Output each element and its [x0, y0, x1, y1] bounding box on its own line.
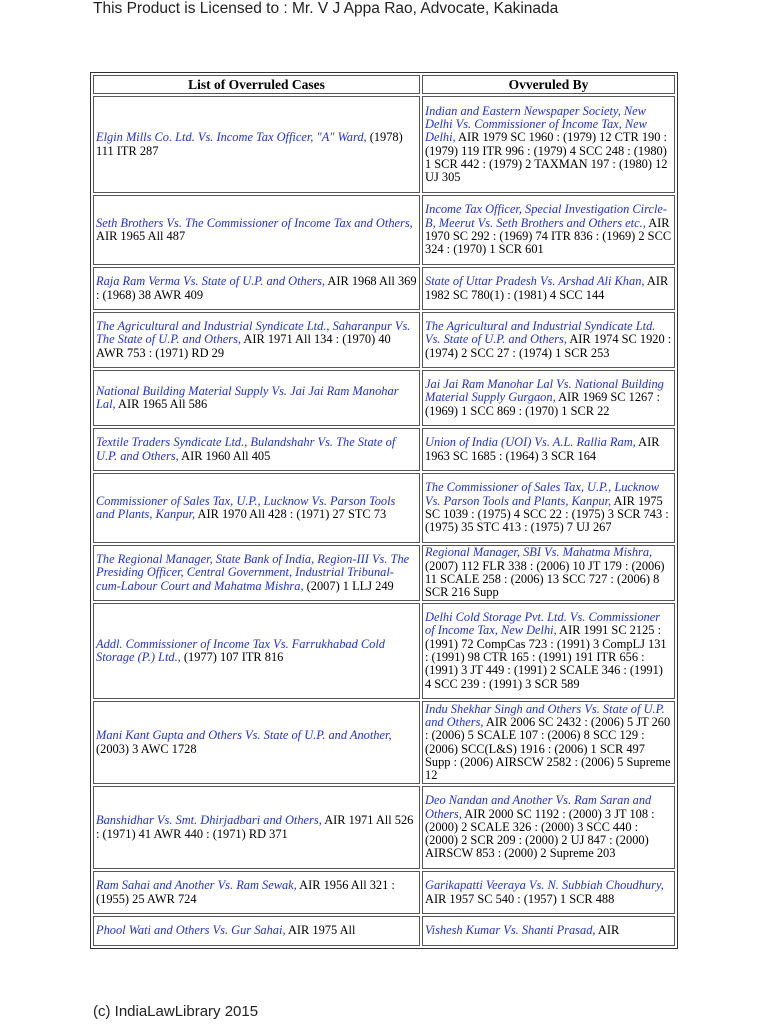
overruled-by-cell — [422, 370, 675, 426]
overruled-by-cell — [422, 871, 675, 914]
table-row — [93, 545, 675, 601]
citation-text: (2007) 112 FLR 338 : (2006) 10 JT 179 : (2006) 11 SCALE 258 : (2006) 13 SCC 727 : (2006) 8 SCR 216 Supp — [425, 558, 665, 600]
overruling-case-link[interactable]: Income Tax Officer, Special Investigation Circle-B, Meerut Vs. Seth Brothers and Others etc., — [425, 202, 668, 230]
overruled-case-cell — [93, 370, 420, 426]
overruled-case-link[interactable]: National Building Material Supply Vs. Jai Jai Ram Manohar Lal, — [96, 383, 399, 411]
citation-text: AIR 1971 All 526 : (1971) 41 AWR 440 : (1971) RD 371 — [96, 813, 414, 841]
overruled-case-link[interactable]: Textile Traders Syndicate Ltd., Bulandshahr Vs. The State of U.P. and Others, — [96, 435, 396, 463]
table-row — [93, 267, 675, 310]
overruled-case-cell — [93, 701, 420, 784]
overruled-case-cell — [93, 195, 420, 265]
table-row — [93, 916, 675, 946]
citation-text: AIR 1963 SC 1685 : (1964) 3 SCR 164 — [425, 435, 660, 463]
overruling-case-link[interactable]: Indu Shekhar Singh and Others Vs. State of U.P. and Others, — [425, 701, 665, 729]
citation-text: AIR 1960 All 405 — [178, 448, 271, 463]
table-row — [93, 473, 675, 543]
citation-text: AIR 2000 SC 1192 : (2000) 3 JT 108 : (2000) 2 SCALE 326 : (2000) 3 SCC 440 : (2000) 2 SCR 209 : (2000) 2 UJ 847 : (2000) AIRSCW 853 : (2000) 2 Supreme 203 — [425, 806, 655, 861]
overruled-case-cell — [93, 473, 420, 543]
citation-text: (2007) 1 LLJ 249 — [303, 578, 394, 593]
table-row — [93, 701, 675, 784]
table-row — [93, 370, 675, 426]
overruled-case-link[interactable]: Addl. Commissioner of Income Tax Vs. Farrukhabad Cold Storage (P.) Ltd., — [96, 636, 385, 664]
citation-text: AIR 1965 All 586 — [115, 397, 208, 411]
citation-text: AIR 1956 All 321 : (1955) 25 AWR 724 — [96, 878, 395, 906]
citation-text: AIR 1975 All — [285, 923, 356, 938]
citation-text: AIR 2006 SC 2432 : (2006) 5 JT 260 : (2006) 5 SCALE 107 : (2006) 8 SCC 129 : (2006) SCC(L&S) 1916 : (2006) 1 SCR 497 Supp : (2006) AIRSCW 2582 : (2006) 5 Supreme 12 — [425, 714, 671, 783]
overruled-case-link[interactable]: Elgin Mills Co. Ltd. Vs. Income Tax Officer, "A" Ward, — [96, 130, 367, 145]
citation-text: (2003) 3 AWC 1728 — [96, 741, 197, 756]
overruled-by-cell — [422, 916, 675, 946]
citation-text: AIR 1970 All 428 : (1971) 27 STC 73 — [195, 507, 387, 521]
overruling-case-link[interactable]: Union of India (UOI) Vs. A.L. Rallia Ram, — [425, 435, 636, 450]
overruled-by-cell — [422, 312, 675, 368]
overruling-case-link[interactable]: Delhi Cold Storage Pvt. Ltd. Vs. Commissioner of Income Tax, New Delhi, — [425, 610, 661, 638]
overruling-case-link[interactable]: The Agricultural and Industrial Syndicate Ltd. Vs. State of U.P. and Others, — [425, 319, 656, 347]
overruled-cases-table-container — [90, 72, 678, 950]
overruling-case-link[interactable]: Regional Manager, SBI Vs. Mahatma Mishra, — [425, 545, 653, 560]
license-notice: This Product is Licensed to : Mr. V J Appa Rao, Advocate, Kakinada — [93, 0, 559, 17]
column-header-overruled-cases: List of Overruled Cases — [93, 75, 420, 94]
overruling-case-link[interactable]: Indian and Eastern Newspaper Society, New Delhi Vs. Commissioner of Income Tax, New Delhi, — [425, 103, 647, 145]
citation-text: (1977) 107 ITR 816 — [180, 650, 284, 664]
overruled-case-cell — [93, 916, 420, 946]
overruling-case-link[interactable]: The Commissioner of Sales Tax, U.P., Lucknow Vs. Parson Tools and Plants, Kanpur, — [425, 480, 660, 508]
citation-text: AIR 1979 SC 1960 : (1979) 12 CTR 190 : (1979) 119 ITR 996 : (1979) 4 SCC 248 : (1980) 1 SCR 442 : (1979) 2 TAXMAN 197 : (1980) 12 UJ 305 — [425, 130, 668, 185]
citation-text: AIR 1957 SC 540 : (1957) 1 SCR 488 — [425, 891, 615, 906]
overruled-by-cell — [422, 267, 675, 310]
citation-text: AIR 1971 All 134 : (1970) 40 AWR 753 : (1971) RD 29 — [96, 332, 391, 360]
overruling-case-link[interactable]: Vishesh Kumar Vs. Shanti Prasad, — [425, 923, 596, 938]
overruled-case-link[interactable]: Ram Sahai and Another Vs. Ram Sewak, — [96, 878, 297, 893]
overruled-case-cell — [93, 871, 420, 914]
overruled-by-cell — [422, 96, 675, 193]
overruled-by-cell — [422, 428, 675, 471]
overruled-by-cell — [422, 473, 675, 543]
table-row — [93, 786, 675, 869]
overruled-by-cell — [422, 786, 675, 869]
citation-text: AIR 1991 SC 2125 : (1991) 72 CompCas 723 : (1991) 3 CompLJ 131 : (1991) 98 CTR 165 : (1991) 191 ITR 656 : (1991) 3 JT 449 : (1991) 2 SCALE 346 : (1991) 4 SCC 239 : (1991) 3 SCR 589 — [425, 623, 667, 691]
citation-text: (1978) 111 ITR 287 — [96, 130, 403, 158]
overruled-case-link[interactable]: Raja Ram Verma Vs. State of U.P. and Others, — [96, 274, 325, 289]
overruled-case-link[interactable]: The Agricultural and Industrial Syndicate Ltd., Saharanpur Vs. The State of U.P. and Others, — [96, 319, 411, 347]
table-row — [93, 428, 675, 471]
table-row — [93, 96, 675, 193]
overruled-by-cell — [422, 545, 675, 601]
table-row — [93, 603, 675, 699]
overruled-case-link[interactable]: Commissioner of Sales Tax, U.P., Lucknow Vs. Parson Tools and Plants, Kanpur, — [96, 493, 396, 521]
overruling-case-link[interactable]: State of Uttar Pradesh Vs. Arshad Ali Khan, — [425, 274, 645, 289]
overruled-case-cell — [93, 786, 420, 869]
citation-text: AIR 1965 All 487 — [96, 229, 186, 243]
overruled-case-link[interactable]: Phool Wati and Others Vs. Gur Sahai, — [96, 923, 286, 938]
overruled-case-cell — [93, 96, 420, 193]
overruled-cases-table — [90, 72, 678, 949]
citation-text: AIR 1975 SC 1039 : (1975) 4 SCC 22 : (1975) 3 SCR 743 : (1975) 35 STC 413 : (1975) 7 UJ 267 — [425, 493, 669, 535]
overruled-case-cell — [93, 428, 420, 471]
citation-text: AIR — [595, 923, 620, 938]
table-body — [93, 96, 675, 946]
column-header-overruled-by: Ovveruled By — [422, 75, 675, 94]
table-row — [93, 312, 675, 368]
overruled-case-cell — [93, 267, 420, 310]
overruled-case-cell — [93, 312, 420, 368]
citation-text: AIR 1982 SC 780(1) : (1981) 4 SCC 144 — [425, 274, 669, 302]
overruled-by-cell — [422, 701, 675, 784]
overruled-by-cell — [422, 195, 675, 265]
overruled-case-link[interactable]: Seth Brothers Vs. The Commissioner of Income Tax and Others, — [96, 215, 413, 230]
table-row — [93, 871, 675, 914]
citation-text: AIR 1968 All 369 : (1968) 38 AWR 409 — [96, 274, 417, 302]
overruling-case-link[interactable]: Jai Jai Ram Manohar Lal Vs. National Building Material Supply Gurgaon, — [425, 377, 664, 405]
overruling-case-link[interactable]: Deo Nandan and Another Vs. Ram Saran and Others, — [425, 793, 652, 821]
copyright-footer: (c) IndiaLawLibrary 2015 — [93, 1003, 259, 1020]
table-row — [93, 195, 675, 265]
overruled-case-link[interactable]: Mani Kant Gupta and Others Vs. State of U.P. and Another, — [96, 728, 392, 743]
overruled-case-cell — [93, 545, 420, 601]
overruled-case-cell — [93, 603, 420, 699]
citation-text: AIR 1970 SC 292 : (1969) 74 ITR 836 : (1969) 2 SCC 324 : (1970) 1 SCR 601 — [425, 215, 672, 257]
overruled-case-link[interactable]: The Regional Manager, State Bank of India, Region-III Vs. The Presiding Officer, Central Government, Industrial Tribunal-cum-Labour Court and Mahatma Mishra, — [96, 552, 410, 593]
citation-text: AIR 1974 SC 1920 : (1974) 2 SCC 27 : (1974) 1 SCR 253 — [425, 332, 672, 360]
citation-text: AIR 1969 SC 1267 : (1969) 1 SCC 869 : (1970) 1 SCR 22 — [425, 390, 660, 418]
overruling-case-link[interactable]: Garikapatti Veeraya Vs. N. Subbiah Choudhury, — [425, 878, 664, 893]
table-header-row — [93, 75, 675, 94]
overruled-case-link[interactable]: Banshidhar Vs. Smt. Dhirjadbari and Others, — [96, 813, 322, 828]
overruled-by-cell — [422, 603, 675, 699]
